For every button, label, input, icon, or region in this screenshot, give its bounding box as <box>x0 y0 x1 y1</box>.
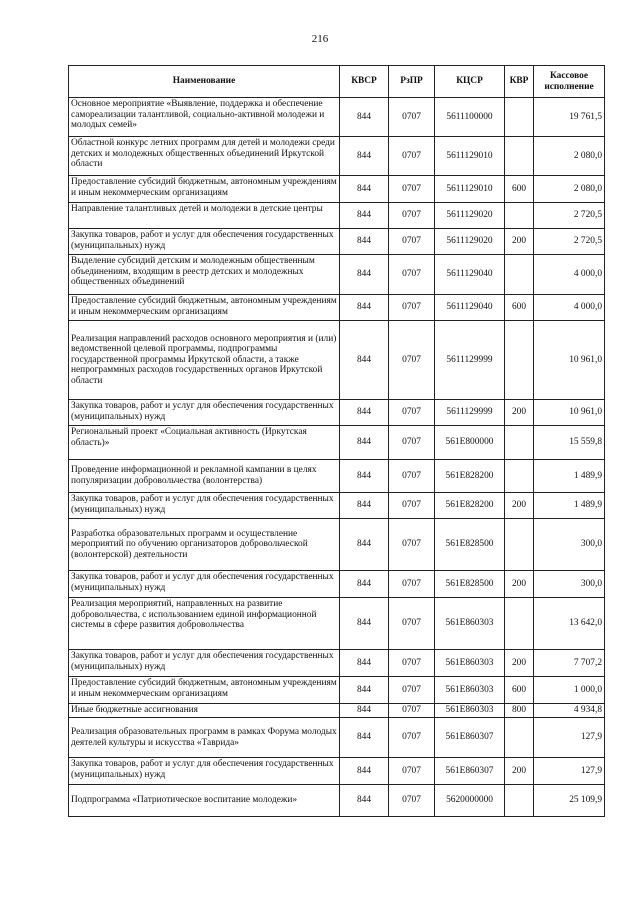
row-amount: 10 961,0 <box>534 321 605 400</box>
row-amount: 1 489,9 <box>534 493 605 519</box>
row-kcsr: 561E828500 <box>435 571 505 598</box>
row-name: Закупка товаров, работ и услуг для обеспечения государственных (муниципальных) нужд <box>69 758 340 785</box>
row-kcsr: 561E860307 <box>435 718 505 758</box>
row-kvsr: 844 <box>340 176 389 203</box>
table-row <box>69 426 605 460</box>
row-amount: 4 934,8 <box>534 704 605 718</box>
row-amount: 4 000,0 <box>534 255 605 295</box>
row-amount: 2 080,0 <box>534 137 605 176</box>
row-kcsr: 561E828500 <box>435 519 505 571</box>
row-amount: 25 109,9 <box>534 785 605 817</box>
row-kvr: 200 <box>505 229 534 255</box>
row-kcsr: 5611129040 <box>435 295 505 321</box>
row-kvsr: 844 <box>340 426 389 460</box>
table-row <box>69 571 605 598</box>
row-rzpr: 0707 <box>389 255 435 295</box>
row-rzpr: 0707 <box>389 460 435 493</box>
row-name: Реализация образовательных программ в рамках Форума молодых деятелей культуры и искусства «Таврида» <box>69 718 340 758</box>
row-rzpr: 0707 <box>389 571 435 598</box>
row-rzpr: 0707 <box>389 176 435 203</box>
table-row <box>69 295 605 321</box>
row-kvr <box>505 98 534 137</box>
row-name: Предоставление субсидий бюджетным, автономным учреждениям и иным некоммерческим организациям <box>69 677 340 704</box>
budget-execution-table <box>68 65 605 817</box>
row-amount: 10 961,0 <box>534 400 605 426</box>
row-kvsr: 844 <box>340 400 389 426</box>
row-kvsr: 844 <box>340 295 389 321</box>
row-name: Закупка товаров, работ и услуг для обеспечения государственных (муниципальных) нужд <box>69 650 340 677</box>
row-name: Выделение субсидий детским и молодежным общественным объединениям, входящим в реестр детских и молодежных общественных объединений <box>69 255 340 295</box>
row-kvr: 600 <box>505 176 534 203</box>
row-rzpr: 0707 <box>389 704 435 718</box>
table-row <box>69 137 605 176</box>
row-kcsr: 561E860303 <box>435 650 505 677</box>
row-amount: 13 642,0 <box>534 598 605 650</box>
table-row <box>69 677 605 704</box>
row-name: Проведение информационной и рекламной кампании в целях популяризации добровольчества (волонтерства) <box>69 460 340 493</box>
row-kcsr: 561E860303 <box>435 598 505 650</box>
table-header-row <box>69 66 605 98</box>
row-kcsr: 5611129020 <box>435 203 505 229</box>
table-body <box>69 98 605 817</box>
row-kvr: 600 <box>505 295 534 321</box>
table-row <box>69 704 605 718</box>
row-kcsr: 5611129999 <box>435 321 505 400</box>
row-kvr <box>505 718 534 758</box>
row-kcsr: 5620000000 <box>435 785 505 817</box>
row-kvr: 200 <box>505 400 534 426</box>
row-name: Предоставление субсидий бюджетным, автономным учреждениям и иным некоммерческим организациям <box>69 295 340 321</box>
row-amount: 300,0 <box>534 519 605 571</box>
row-kvr: 600 <box>505 677 534 704</box>
row-amount: 127,9 <box>534 718 605 758</box>
row-kvsr: 844 <box>340 493 389 519</box>
row-kvsr: 844 <box>340 98 389 137</box>
row-rzpr: 0707 <box>389 321 435 400</box>
row-kcsr: 5611129010 <box>435 176 505 203</box>
row-name: Разработка образовательных программ и осуществление мероприятий по обучению организаторов добровольческой (волонтерской) деятельности <box>69 519 340 571</box>
row-kvsr: 844 <box>340 229 389 255</box>
row-kvsr: 844 <box>340 571 389 598</box>
row-kvsr: 844 <box>340 650 389 677</box>
row-name: Иные бюджетные ассигнования <box>69 704 340 718</box>
row-rzpr: 0707 <box>389 426 435 460</box>
row-kvsr: 844 <box>340 203 389 229</box>
row-name: Закупка товаров, работ и услуг для обеспечения государственных (муниципальных) нужд <box>69 571 340 598</box>
row-amount: 19 761,5 <box>534 98 605 137</box>
row-kcsr: 5611129999 <box>435 400 505 426</box>
row-kcsr: 5611129020 <box>435 229 505 255</box>
row-name: Закупка товаров, работ и услуг для обеспечения государственных (муниципальных) нужд <box>69 493 340 519</box>
table-row <box>69 321 605 400</box>
header-kcsr: КЦСР <box>435 66 505 98</box>
row-kcsr: 561E860303 <box>435 677 505 704</box>
row-kvr: 200 <box>505 758 534 785</box>
row-kvr <box>505 519 534 571</box>
header-name: Наименование <box>69 66 340 98</box>
row-kvr <box>505 426 534 460</box>
row-kvr <box>505 203 534 229</box>
table-row <box>69 176 605 203</box>
row-rzpr: 0707 <box>389 98 435 137</box>
table-row <box>69 650 605 677</box>
row-rzpr: 0707 <box>389 493 435 519</box>
row-kvsr: 844 <box>340 598 389 650</box>
row-amount: 1 000,0 <box>534 677 605 704</box>
row-kvr <box>505 598 534 650</box>
table-row <box>69 229 605 255</box>
table-row <box>69 758 605 785</box>
row-amount: 4 000,0 <box>534 295 605 321</box>
page-number: 216 <box>311 33 329 45</box>
row-kvsr: 844 <box>340 785 389 817</box>
row-kvr: 200 <box>505 571 534 598</box>
table-row <box>69 493 605 519</box>
row-kvr: 800 <box>505 704 534 718</box>
row-kvsr: 844 <box>340 677 389 704</box>
row-amount: 2 720,5 <box>534 203 605 229</box>
row-name: Областной конкурс летних программ для детей и молодежи среди детских и молодежных общественных объединений Иркутской области <box>69 137 340 176</box>
row-kvsr: 844 <box>340 704 389 718</box>
row-kvsr: 844 <box>340 519 389 571</box>
row-rzpr: 0707 <box>389 295 435 321</box>
row-kcsr: 5611129010 <box>435 137 505 176</box>
row-rzpr: 0707 <box>389 718 435 758</box>
row-kvsr: 844 <box>340 137 389 176</box>
row-amount: 300,0 <box>534 571 605 598</box>
header-amount: Кассовое исполнение <box>534 66 605 98</box>
row-amount: 7 707,2 <box>534 650 605 677</box>
row-kvr <box>505 255 534 295</box>
table-row <box>69 598 605 650</box>
row-rzpr: 0707 <box>389 677 435 704</box>
row-rzpr: 0707 <box>389 519 435 571</box>
row-kcsr: 561E828200 <box>435 460 505 493</box>
row-name: Закупка товаров, работ и услуг для обеспечения государственных (муниципальных) нужд <box>69 229 340 255</box>
row-kvr <box>505 137 534 176</box>
row-name: Направление талантливых детей и молодежи в детские центры <box>69 203 340 229</box>
table-row <box>69 718 605 758</box>
table-row <box>69 203 605 229</box>
row-rzpr: 0707 <box>389 137 435 176</box>
row-amount: 15 559,8 <box>534 426 605 460</box>
row-name: Подпрограмма «Патриотическое воспитание молодежи» <box>69 785 340 817</box>
row-amount: 1 489,9 <box>534 460 605 493</box>
row-name: Закупка товаров, работ и услуг для обеспечения государственных (муниципальных) нужд <box>69 400 340 426</box>
row-name: Реализация мероприятий, направленных на развитие добровольчества, с использованием единой информационной системы в сфере развития добровольчества <box>69 598 340 650</box>
row-kcsr: 5611129040 <box>435 255 505 295</box>
table-row <box>69 400 605 426</box>
row-rzpr: 0707 <box>389 229 435 255</box>
row-kvr: 200 <box>505 650 534 677</box>
row-kcsr: 561E828200 <box>435 493 505 519</box>
row-name: Предоставление субсидий бюджетным, автономным учреждениям и иным некоммерческим организациям <box>69 176 340 203</box>
table-row <box>69 255 605 295</box>
row-kvr: 200 <box>505 493 534 519</box>
row-amount: 127,9 <box>534 758 605 785</box>
row-kvsr: 844 <box>340 718 389 758</box>
row-kvsr: 844 <box>340 255 389 295</box>
row-kvsr: 844 <box>340 758 389 785</box>
row-kvsr: 844 <box>340 460 389 493</box>
row-kcsr: 561E860303 <box>435 704 505 718</box>
row-kcsr: 5611100000 <box>435 98 505 137</box>
header-kvr: КВР <box>505 66 534 98</box>
row-rzpr: 0707 <box>389 598 435 650</box>
row-kvr <box>505 321 534 400</box>
row-rzpr: 0707 <box>389 758 435 785</box>
row-kcsr: 561E800000 <box>435 426 505 460</box>
row-kcsr: 561E860307 <box>435 758 505 785</box>
row-kvsr: 844 <box>340 321 389 400</box>
row-rzpr: 0707 <box>389 650 435 677</box>
row-name: Реализация направлений расходов основного мероприятия и (или) ведомственной целевой программы, подпрограммы государственной программы Иркутской области, а также непрограммных расходов государственных органов Иркутской области <box>69 321 340 400</box>
row-rzpr: 0707 <box>389 203 435 229</box>
table-row <box>69 785 605 817</box>
row-kvr <box>505 785 534 817</box>
row-rzpr: 0707 <box>389 400 435 426</box>
row-amount: 2 080,0 <box>534 176 605 203</box>
table-row <box>69 519 605 571</box>
row-name: Региональный проект «Социальная активность (Иркутская область)» <box>69 426 340 460</box>
row-name: Основное мероприятие «Выявление, поддержка и обеспечение самореализации талантливой, социально-активной молодежи и молодых семей» <box>69 98 340 137</box>
header-kvsr: КВСР <box>340 66 389 98</box>
row-amount: 2 720,5 <box>534 229 605 255</box>
table-row <box>69 460 605 493</box>
row-rzpr: 0707 <box>389 785 435 817</box>
row-kvr <box>505 460 534 493</box>
header-rzpr: РзПР <box>389 66 435 98</box>
table-row <box>69 98 605 137</box>
